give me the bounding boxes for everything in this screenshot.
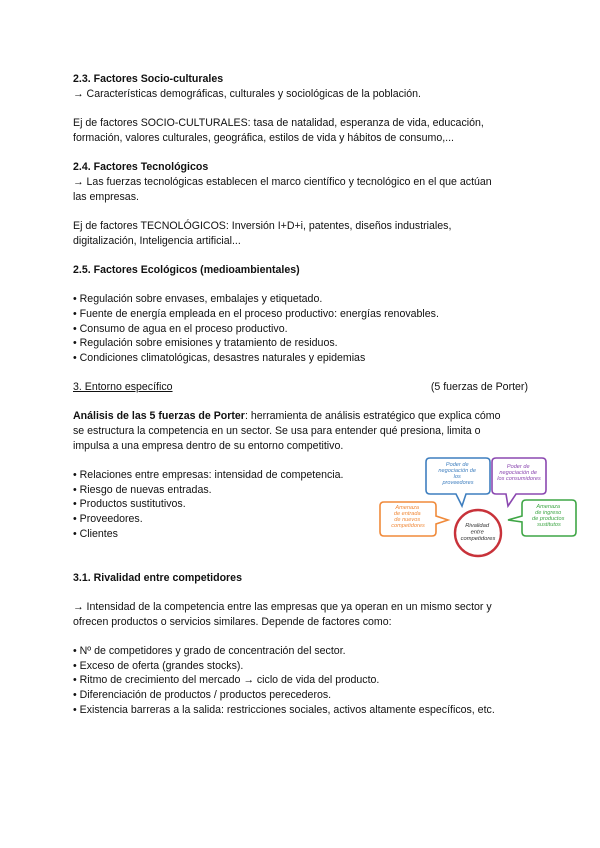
- porter-intro-line-1: [73, 409, 528, 424]
- section-2-4-example-line-1: Ej de factores TECNOLÓGICOS: Inversión I+D+i, patentes, diseños industriales,: [73, 220, 452, 232]
- section-2-4-description-line-2: las empresas.: [73, 191, 139, 203]
- bubble-nuevos-competidores-label: Amenaza de entrada de nuevos competidores: [391, 505, 425, 529]
- list-item: • Diferenciación de productos / productos perecederos.: [73, 688, 528, 703]
- section-2-3-title: 2.3. Factores Socio-culturales: [73, 73, 224, 85]
- section-3-1-description-line-1: → Intensidad de la competencia entre las empresas que ya operan en un mismo sector y: [73, 601, 492, 613]
- list-item: • Regulación sobre envases, embalajes y etiquetado.: [73, 292, 528, 307]
- list-item: • Regulación sobre emisiones y tratamiento de residuos.: [73, 336, 528, 351]
- porter-five-forces-diagram: [378, 454, 578, 564]
- section-3-1-description-line-2: ofrecen productos o servicios similares. Depende de factores como:: [73, 616, 392, 628]
- section-3-1-title: 3.1. Rivalidad entre competidores: [73, 572, 242, 584]
- porter-intro-rest: : herramienta de análisis estratégico que explica cómo: [244, 410, 501, 422]
- list-item: • Ritmo de crecimiento del mercado → ciclo de vida del producto.: [73, 673, 528, 688]
- list-item: • Clientes: [73, 527, 373, 542]
- section-2-4-title: 2.4. Factores Tecnológicos: [73, 161, 209, 173]
- porter-intro-bold: Análisis de las 5 fuerzas de Porter: [73, 410, 245, 422]
- section-3-aside: (5 fuerzas de Porter): [430, 381, 528, 393]
- bubble-sustitutos-label: Amenaza de ingreso de productos sustitutos: [532, 504, 565, 528]
- section-2-4-description-line-1: → Las fuerzas tecnológicas establecen el marco científico y tecnológico en el que actúan: [73, 176, 492, 188]
- list-item: • Nº de competidores y grado de concentración del sector.: [73, 644, 528, 659]
- list-item: • Condiciones climatológicas, desastres naturales y epidemias: [73, 351, 528, 366]
- list-item: • Exceso de oferta (grandes stocks).: [73, 659, 528, 674]
- list-item: • Consumo de agua en el proceso productivo.: [73, 322, 528, 337]
- section-2-4-example-line-2: digitalización, Inteligencia artificial...: [73, 235, 241, 247]
- list-item: • Fuente de energía empleada en el proceso productivo: energías renovables.: [73, 307, 528, 322]
- list-item: • Productos sustitutivos.: [73, 497, 373, 512]
- bubble-consumidores-label: Poder de negociación de los consumidores: [497, 464, 541, 482]
- section-2-5-title: 2.5. Factores Ecológicos (medioambientales): [73, 264, 300, 276]
- bubble-proveedores-label: Poder de negociación de los proveedores: [438, 462, 477, 486]
- section-3-title: 3. Entorno específico: [73, 381, 173, 393]
- porter-intro-line-3: impulsa a una empresa dentro de su entorno competitivo.: [73, 440, 344, 452]
- center-rivalidad-label: Rivalidad entre competidores: [460, 523, 496, 542]
- list-item: • Relaciones entre empresas: intensidad de competencia.: [73, 468, 373, 483]
- section-2-3-example-line-2: formación, valores culturales, geográfica, estilos de vida y hábitos de consumo,...: [73, 132, 454, 144]
- porter-intro-line-2: se estructura la competencia en un sector. Se usa para entender qué presiona, limita o: [73, 425, 481, 437]
- section-2-3-example-line-1: Ej de factores SOCIO-CULTURALES: tasa de natalidad, esperanza de vida, educación,: [73, 117, 484, 129]
- list-item: • Proveedores.: [73, 512, 373, 527]
- list-item: • Existencia barreras a la salida: restricciones sociales, activos altamente específicos, etc.: [73, 703, 528, 718]
- section-2-3-description: → Características demográficas, culturales y sociológicas de la población.: [73, 88, 421, 100]
- list-item: • Riesgo de nuevas entradas.: [73, 483, 373, 498]
